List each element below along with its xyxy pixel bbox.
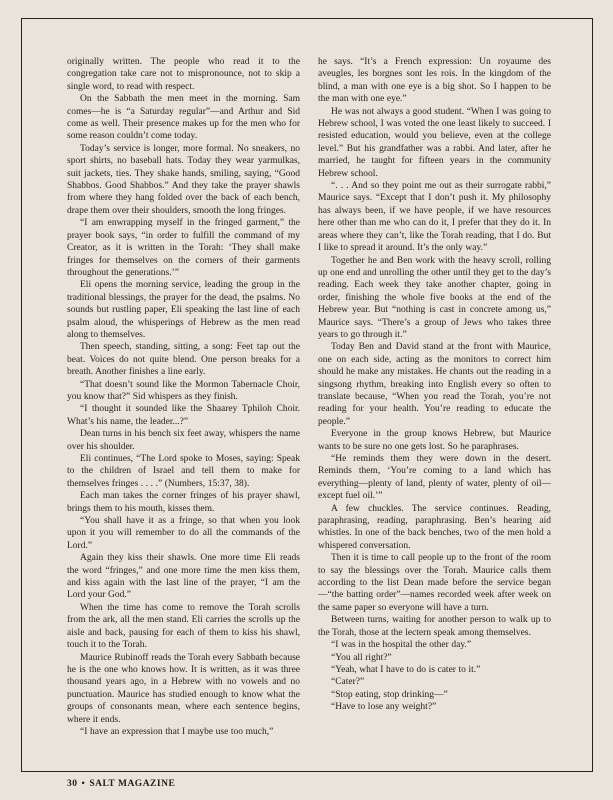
paragraph: “I was in the hospital the other day.”	[331, 640, 472, 651]
paragraph: “Stop eating, stop drinking—”	[331, 689, 448, 700]
paragraph: Everyone in the group knows Hebrew, but Maurice wants to be sure no one gets lost. So he paraphrases.	[318, 429, 551, 452]
paragraph: On the Sabbath the men meet in the morning. Sam comes—he is “a Saturday regular”—and Arthur and Sid come as well. Their presence makes up for the men who for some reason couldn’t come today.	[67, 94, 300, 142]
paragraph: “You all right?”	[331, 652, 392, 663]
paragraph: Eli opens the morning service, leading the group in the traditional blessings, the prayer for the dead, the psalms. No sounds but rustling paper, Eli speaking the last line of each psalm aloud, the whisperings of Hebrew as the men read along to themselves.	[67, 280, 300, 340]
left-column	[67, 56, 300, 771]
paragraph: “That doesn’t sound like the Mormon Tabernacle Choir, you know that?” Sid whispers as they finish.	[67, 379, 300, 402]
paragraph: Again they kiss their shawls. One more time Eli reads the word “fringes,” and one more time the men kiss them, and kiss again with the last line of the prayer, “I am the Lord your God.”	[67, 553, 300, 601]
paragraph: A few chuckles. The service continues. Reading, paraphrasing, reading, paraphrasing. Ben’s hearing aid whistles. In one of the back benches, two of the men hold a whispered conversation.	[318, 503, 551, 551]
paragraph: Eli continues, “The Lord spoke to Moses, saying: Speak to the children of Israel and tell them to make for themselves fringes . . . .” (Numbers, 15:37, 38).	[67, 454, 300, 489]
paragraph: “. . . And so they point me out as their surrogate rabbi,” Maurice says. “Except that I don’t push it. My philosophy has always been, if we have people, if we have resources here other than me who can do it, I prefer that they do it. In areas where they can’t, like the Torah reading, that I do. But I like to spread it around. It’s the only way.”	[318, 181, 551, 254]
footer-bullet: •	[81, 779, 86, 789]
page-number: 30	[67, 779, 78, 789]
paragraph: Each man takes the corner fringes of his prayer shawl, brings them to his mouth, kisses them.	[67, 491, 300, 514]
paragraph: He was not always a good student. “When I was going to Hebrew school, I was voted the one least likely to succeed. I resisted education, would you believe, even at the college level.” But his grandfather was a rabbi. And later, after he married, he taught for fifteen years in the community Hebrew school.	[318, 106, 551, 179]
paragraph: “Have to lose any weight?”	[331, 702, 437, 713]
paragraph: he says. “It’s a French expression: Un royaume des aveugles, les borgnes sont les rois. In the kingdom of the blind, a man with one eye is a big shot. So I happen to be the man with one eye.”	[318, 57, 551, 105]
paragraph: “I thought it sounded like the Shaarey Tphiloh Choir. What’s his name, the leader...?”	[67, 404, 300, 427]
right-column	[318, 56, 551, 771]
paragraph: Today’s service is longer, more formal. No sneakers, no sport shirts, no baseball hats. Today they wear yarmulkas, suit jackets, ties. They shake hands, smiling, saying, “Good Shabbos. Good Shabbos.” And they take the prayer shawls from where they hang folded over the back of each bench, drape them over their shoulders, smooth the long fringes.	[67, 143, 300, 216]
paragraph: “He reminds them they were down in the desert. Reminds them, ‘You’re coming to a land which has everything—plenty of land, plenty of water, plenty of oil—except fuel oil.’”	[318, 454, 551, 502]
paragraph: Then it is time to call people up to the front of the room to say the blessings over the Torah. Maurice calls them according to the list Dean made before the service began—“the batting order”—names recorded week after week on the same paper so everyone will have a turn.	[318, 553, 551, 613]
page-footer	[67, 779, 179, 789]
paragraph: Between turns, waiting for another person to walk up to the Torah, those at the lectern speak among themselves.	[318, 615, 551, 638]
page-border-frame	[21, 18, 593, 772]
paragraph: Then speech, standing, sitting, a song: Feet tap out the beat. Voices do not quite blend. One person breaks for a breath. Another finishes a line early.	[67, 342, 300, 378]
paragraph: “Cater?”	[331, 677, 365, 688]
paragraph: “I am enwrapping myself in the fringed garment,” the prayer book says, “in order to fulfill the command of my Creator, as it is written in the Torah: ‘They shall make fringes for themselves on the corners of their garments throughout the generations.’”	[67, 218, 300, 278]
paragraph: Together he and Ben work with the heavy scroll, rolling up one end and unrolling the other until they get to the day’s reading. Each week they take another chapter, going in order, finishing the whole five books at the end of the Hebrew year. But “nothing is cast in concrete among us,” Maurice says. “There’s a group of Jews who takes three years to go through it.”	[318, 255, 551, 340]
paragraph: When the time has come to remove the Torah scrolls from the ark, all the men stand. Eli carries the scrolls up the aisle and back, pausing for each of them to kiss his shawl, touch it to the Torah.	[67, 602, 300, 651]
paragraph: Today Ben and David stand at the front with Maurice, one on each side, acting as the monitors to correct him should he make any mistakes. He chants out the reading in a singsong rhythm, breaking into English every so often to translate because, “When you read the Torah, you’re not reading for your health. You’re reading to educate the people.”	[318, 342, 551, 427]
article-body	[22, 19, 592, 771]
paragraph: originally written. The people who read it to the congregation take care not to mispronounce, not to skip a single word, to read with respect.	[67, 57, 300, 92]
paragraph: Maurice Rubinoff reads the Torah every Sabbath because he is the one who knows how. It is written, as it was three thousand years ago, in a Hebrew with no vowels and no punctuation. Maurice has studied enough to know what the groups of consonants mean, where each sentence begins, where it ends.	[67, 652, 300, 725]
paragraph: “Yeah, what I have to do is cater to it.”	[331, 664, 481, 675]
paragraph: “You shall have it as a fringe, so that when you look upon it you will remember to do all the commands of the Lord.”	[67, 516, 300, 551]
magazine-name: SALT MAGAZINE	[89, 779, 176, 789]
paragraph: “I have an expression that I maybe use too much,”	[80, 726, 274, 737]
paragraph: Dean turns in his bench six feet away, whispers the name over his shoulder.	[67, 429, 300, 452]
